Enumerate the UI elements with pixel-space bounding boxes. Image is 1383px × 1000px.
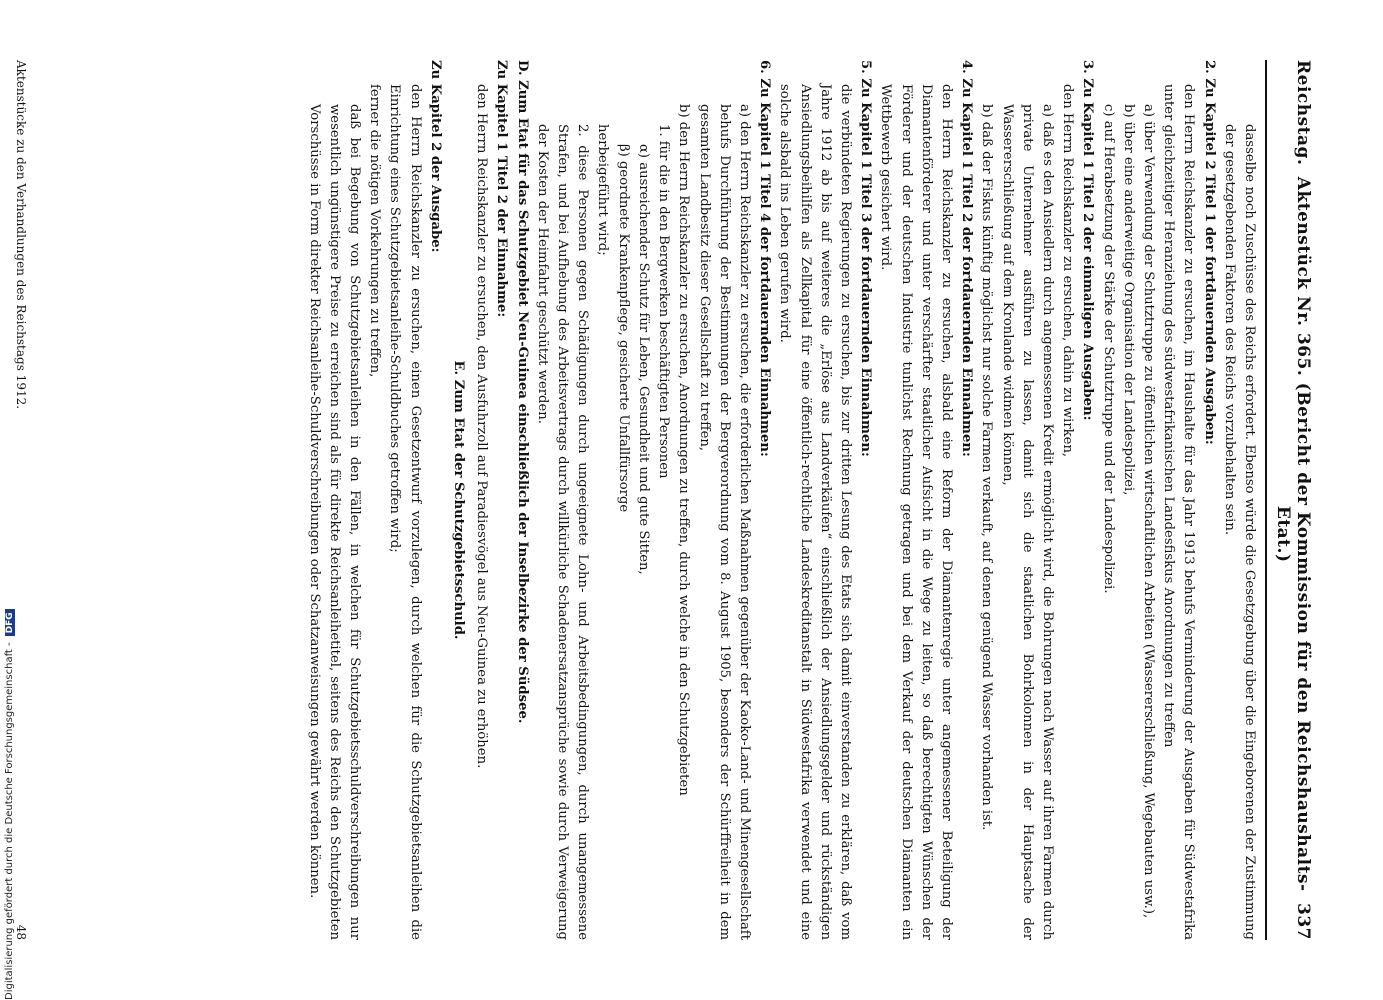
footer-sheet-number: 48 (14, 924, 28, 940)
paragraph: den Herrn Reichskanzler zu ersuchen, dahin zu wirken, (1060, 84, 1076, 458)
paragraph: b) daß der Fiskus künftig möglichst nur solche Farmen verkauft, auf denen genügend Wasser vorhanden ist. (979, 104, 995, 831)
paragraph: β) geordnete Krankenpflege, gesicherte Unfallfürsorge (615, 144, 631, 513)
paragraph: E. Zum Etat der Schutzgebietsschuld. (451, 360, 467, 640)
document-body (303, 60, 1259, 940)
paragraph: a) über Verwendung der Schutztruppe zu öffentlichen wirtschaftlichen Arbeiten (Wassererschließung, Wegebauten usw.), (1140, 104, 1156, 919)
page-number: 337 (1293, 903, 1313, 940)
page-footer (14, 60, 28, 940)
paragraph: den Herrn Reichskanzler zu ersuchen, den Ausfuhrzoll auf Paradiesvögel aus Neu-Guinea zu erhöhen. (474, 84, 490, 769)
paragraph: den Herrn Reichskanzler zu ersuchen, alsbald eine Reform der Diamantenregie unter angemessener Beteiligung der Diamantenförderer und unter verschärfter staatlicher Aufsicht in die Wege zu leiten, so daß berechtigten Wünschen der Förderer und der deutschen Industrie tunlichst Rechnung getragen und bei dem Verkauf der deutschen Diamanten ein Wettbewerb gesichert wird. (878, 84, 954, 940)
paragraph: den Herrn Reichskanzler zu ersuchen, einen Gesetzentwurf vorzulegen, durch welchen für die Schutzgebietsanleihen die Einrichtung eines Schutzgebietsanleihe-Schuldbuches getroffen wird; (387, 84, 423, 940)
dfg-logo: DFG (5, 609, 15, 636)
paragraph: die verbündeten Regierungen zu ersuchen, bis zur dritten Lesung des Etats sich damit einverstanden zu erklären, daß vom Jahre 1912 ab bis auf weiteres die „Erlöse aus Landverkäufen“ einschließlich der Ansiedlungsgelder und rückständigen Ansiedlungsbeihilfen als Zellkapital für eine öffentlich-rechtliche Landeskreditanstalt in Südwestafrika verwendet und eine solche alsbald ins Leben gerufen wird. (777, 84, 853, 940)
paragraph: a) den Herrn Reichskanzler zu ersuchen, die erforderlichen Maßnahmen gegenüber der Kaoko-Land- und Minengesellschaft behufs Durchführung der Bestimmungen der Bergverordnung vom 8. August 1905, besonders der Schürffreiheit in dem gesamten Landbesitz dieser Gesellschaft zu treffen, (696, 104, 752, 940)
header-title: Aktenstück Nr. 365. (Bericht der Kommission für den Reichshaushalts-Etat.) (1273, 176, 1313, 892)
header-left: Reichstag. (1293, 60, 1313, 166)
paragraph: Zu Kapitel 1 Titel 2 der Einnahme: (494, 60, 510, 318)
paragraph: 2. Zu Kapitel 2 Titel 1 der fortdauernden Ausgaben: (1201, 60, 1217, 445)
paragraph: α) ausreichender Schutz für Leben, Gesundheit und gute Sitten, (635, 144, 651, 575)
paragraph: dasselbe noch Zuschüsse des Reichs erfordert. Ebenso würde die Gesetzgebung über die Eingeborenen der Zustimmung der gesetzgebenden Faktoren des Reichs vorzubehalten sein. (1221, 124, 1257, 940)
paragraph: herbeigeführt wird; (595, 124, 611, 256)
paragraph: Zu Kapitel 2 der Ausgabe: (427, 60, 443, 253)
paragraph: daß bei Begebung von Schutzgebietsanleihen in den Fällen, in welchen für Schutzgebietsschuldverschreibungen nur wesentlich ungünstigere Preise zu erreichen sind als für direkte Reichsanleihetitel, seitens des Reichs den Schutzgebieten Vorschüsse in Form direkter Reichsanleihe-Schuldverschreibungen oder Schatzanweisungen gewährt werden können. (306, 104, 363, 940)
paragraph: 5. Zu Kapitel 1 Titel 3 der fortdauernden Einnahmen: (858, 60, 874, 457)
digitization-note-text: Digitalisierung gefördert durch die Deutsche Forschungsgemeinschaft - (4, 642, 15, 1000)
paragraph: b) über eine anderweitige Organisation der Landespolizei, (1120, 104, 1136, 496)
paragraph: 6. Zu Kapitel 1 Titel 4 der fortdauernden Einnahmen: (757, 60, 773, 457)
paragraph: den Herrn Reichskanzler zu ersuchen, im Haushalte für das Jahr 1913 behufs Verminderung der Ausgaben für Südwestafrika unter gleichzeitiger Heranziehung des südwestafrikanischen Landesfiskus Anordnungen zu treffen (1161, 84, 1197, 940)
paragraph: a) daß es den Ansiedlern durch angemessenen Kredit ermöglicht wird, die Bohrungen nach Wasser auf ihren Farmen durch private Unternehmer ausführen zu lassen, damit sich die staatlichen Bohrkolonnen in der Hauptsache der Wassererschließung auf dem Kronlande widmen können, (999, 104, 1055, 940)
page-header (1265, 60, 1313, 940)
paragraph: D. Zum Etat für das Schutzgebiet Neu-Guinea einschließlich der Inselbezirke der Südsee. (514, 60, 530, 724)
paragraph: c) auf Herabsetzung der Stärke der Schutztruppe und der Landespolizei. (1100, 104, 1116, 594)
paragraph: b) den Herrn Reichskanzler zu ersuchen, Anordnungen zu treffen, durch welche in den Schutzgebieten (676, 104, 692, 796)
paragraph: ferner die nötigen Vorkehrungen zu treffen, (367, 84, 383, 378)
footer-source: Aktenstücke zu den Verhandlungen des Reichstags 1912. (14, 60, 28, 410)
paragraph: 4. Zu Kapitel 1 Titel 2 der fortdauernden Einnahmen: (959, 60, 975, 457)
paragraph: 2. diese Personen gegen Schädigungen durch ungeeignete Lohn- und Arbeitsbedingungen, durch unangemessene Strafen, und bei Aufhebung des Arbeitsvertrags durch willkürliche Schadenersatzansprüche sowie durch Verweigerung der Kosten der Heimfahrt geschützt werden. (534, 124, 591, 940)
paragraph: 3. Zu Kapitel 1 Titel 2 der einmaligen Ausgaben: (1080, 60, 1096, 421)
paragraph: 1. für die in den Bergwerken beschäftigten Personen (656, 124, 672, 479)
